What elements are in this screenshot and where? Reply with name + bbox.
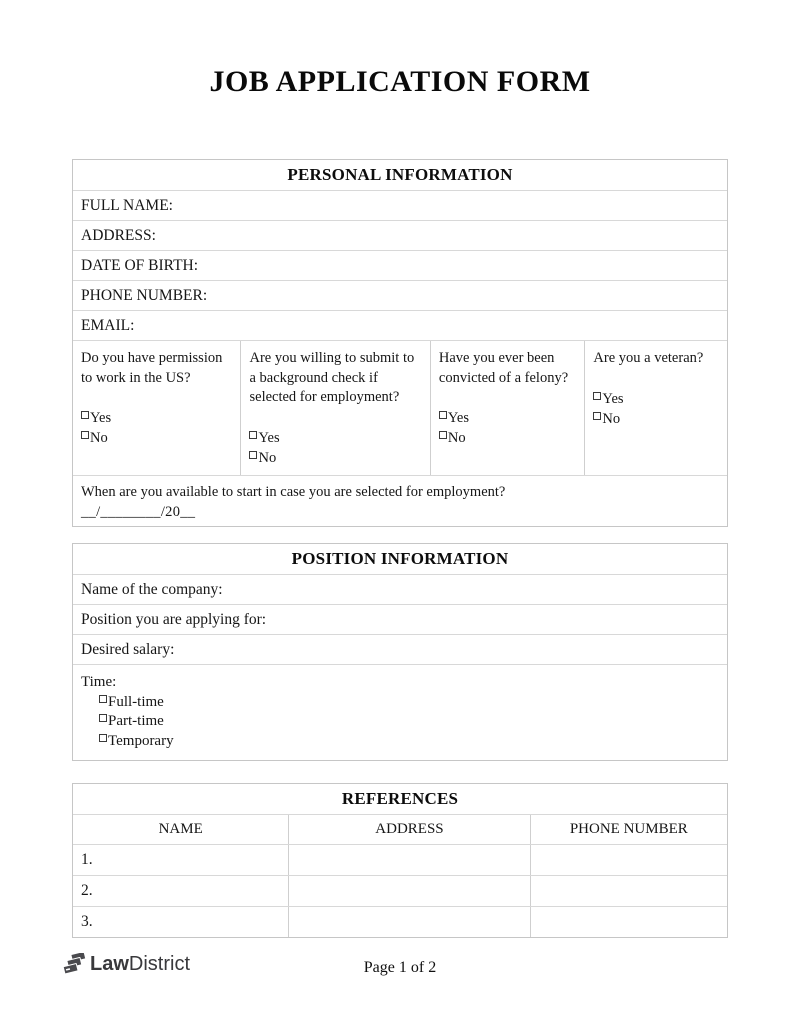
field-row-desired-salary[interactable] (73, 634, 727, 664)
field-label: FULL NAME: (81, 196, 173, 214)
checkbox-option-yes[interactable] (593, 389, 719, 409)
checkbox-icon[interactable] (99, 695, 107, 703)
question-text: Are you willing to submit to a background check if selected for employment? (249, 350, 415, 405)
question-felony (430, 341, 585, 475)
section-title: PERSONAL INFORMATION (287, 165, 513, 184)
option-label: Yes (90, 410, 112, 426)
checkbox-icon[interactable] (593, 412, 601, 420)
references-column-headers (73, 814, 727, 844)
personal-information-header (73, 160, 727, 190)
checkbox-icon[interactable] (439, 431, 447, 439)
row-number: 2. (81, 882, 93, 899)
reference-address-cell[interactable] (288, 876, 529, 906)
option-label: Yes (258, 429, 280, 446)
reference-name-cell[interactable] (73, 876, 288, 906)
section-title: REFERENCES (341, 789, 459, 808)
field-row-company-name[interactable] (73, 574, 727, 604)
option-label: Part-time (108, 713, 164, 729)
option-label: Temporary (108, 732, 174, 749)
reference-address-cell[interactable] (288, 845, 529, 875)
row-number: 3. (81, 913, 93, 930)
field-label: Desired salary: (81, 640, 175, 658)
question-veteran (584, 341, 727, 475)
reference-phone-cell[interactable] (530, 876, 727, 906)
option-label: Yes (602, 390, 624, 407)
personal-information-table (72, 159, 728, 527)
checkbox-option-temporary[interactable] (99, 732, 719, 752)
field-label: Position you are applying for: (81, 610, 267, 628)
page-footer (0, 950, 800, 992)
checkbox-option-no[interactable] (81, 428, 232, 448)
column-header-phone: PHONE NUMBER (530, 815, 727, 844)
column-header-name: NAME (158, 821, 203, 837)
reference-row-2 (73, 875, 727, 906)
field-row-date-of-birth[interactable] (73, 250, 727, 280)
reference-phone-cell[interactable] (530, 907, 727, 937)
page-indicator: Page 1 of 2 (363, 959, 437, 976)
checkbox-option-no[interactable] (593, 409, 719, 429)
checkbox-icon[interactable] (249, 451, 257, 459)
reference-address-cell[interactable] (288, 907, 529, 937)
checkbox-option-part-time[interactable] (99, 712, 719, 732)
field-label: DATE OF BIRTH: (81, 256, 199, 274)
page-title: JOB APPLICATION FORM (209, 65, 591, 98)
option-label: Yes (447, 410, 469, 426)
checkbox-icon[interactable] (593, 392, 601, 400)
column-header-address: ADDRESS (288, 815, 529, 844)
field-label: ADDRESS: (81, 226, 156, 244)
checkbox-option-no[interactable] (249, 448, 421, 468)
option-label: No (602, 410, 621, 427)
reference-name-cell[interactable] (73, 845, 288, 875)
checkbox-option-full-time[interactable] (99, 693, 719, 713)
position-information-table (72, 543, 728, 761)
checkbox-icon[interactable] (249, 431, 257, 439)
section-title: POSITION INFORMATION (291, 549, 509, 568)
option-label: No (447, 430, 466, 446)
position-information-header (73, 544, 727, 574)
reference-phone-cell[interactable] (530, 845, 727, 875)
eligibility-questions-row (73, 340, 727, 475)
checkbox-option-no[interactable] (439, 428, 577, 448)
availability-date-blank[interactable]: __/________/20__ (81, 504, 196, 520)
question-text: Are you a veteran? (593, 350, 704, 366)
availability-row (73, 475, 727, 526)
question-work-permission (73, 341, 240, 475)
checkbox-option-yes[interactable] (81, 408, 232, 428)
option-label: Full-time (108, 693, 164, 710)
field-row-position-applied[interactable] (73, 604, 727, 634)
time-label: Time: (81, 674, 117, 690)
option-label: No (258, 449, 277, 466)
checkbox-icon[interactable] (439, 411, 447, 419)
reference-row-1 (73, 844, 727, 875)
field-label: Name of the company: (81, 580, 223, 598)
row-number: 1. (81, 851, 93, 868)
availability-question: When are you available to start in case you are selected for employment? (81, 484, 506, 500)
question-text: Do you have permission to work in the US? (81, 350, 223, 386)
reference-name-cell[interactable] (73, 907, 288, 937)
field-label: EMAIL: (81, 316, 135, 334)
employment-time-row (73, 664, 727, 760)
checkbox-option-yes[interactable] (439, 408, 577, 428)
checkbox-option-yes[interactable] (249, 428, 421, 448)
references-table (72, 783, 728, 938)
field-label: PHONE NUMBER: (81, 286, 208, 304)
question-text: Have you ever been convicted of a felony? (438, 350, 569, 386)
field-row-full-name[interactable] (73, 190, 727, 220)
checkbox-icon[interactable] (81, 411, 89, 419)
checkbox-icon[interactable] (81, 431, 89, 439)
brand-law: Law (90, 953, 129, 975)
references-header (73, 784, 727, 814)
field-row-email[interactable] (73, 310, 727, 340)
brand-district: District (128, 953, 191, 975)
checkbox-icon[interactable] (99, 714, 107, 722)
checkbox-icon[interactable] (99, 734, 107, 742)
field-row-address[interactable] (73, 220, 727, 250)
question-background-check (240, 341, 429, 475)
reference-row-3 (73, 906, 727, 937)
option-label: No (90, 430, 108, 446)
field-row-phone-number[interactable] (73, 280, 727, 310)
